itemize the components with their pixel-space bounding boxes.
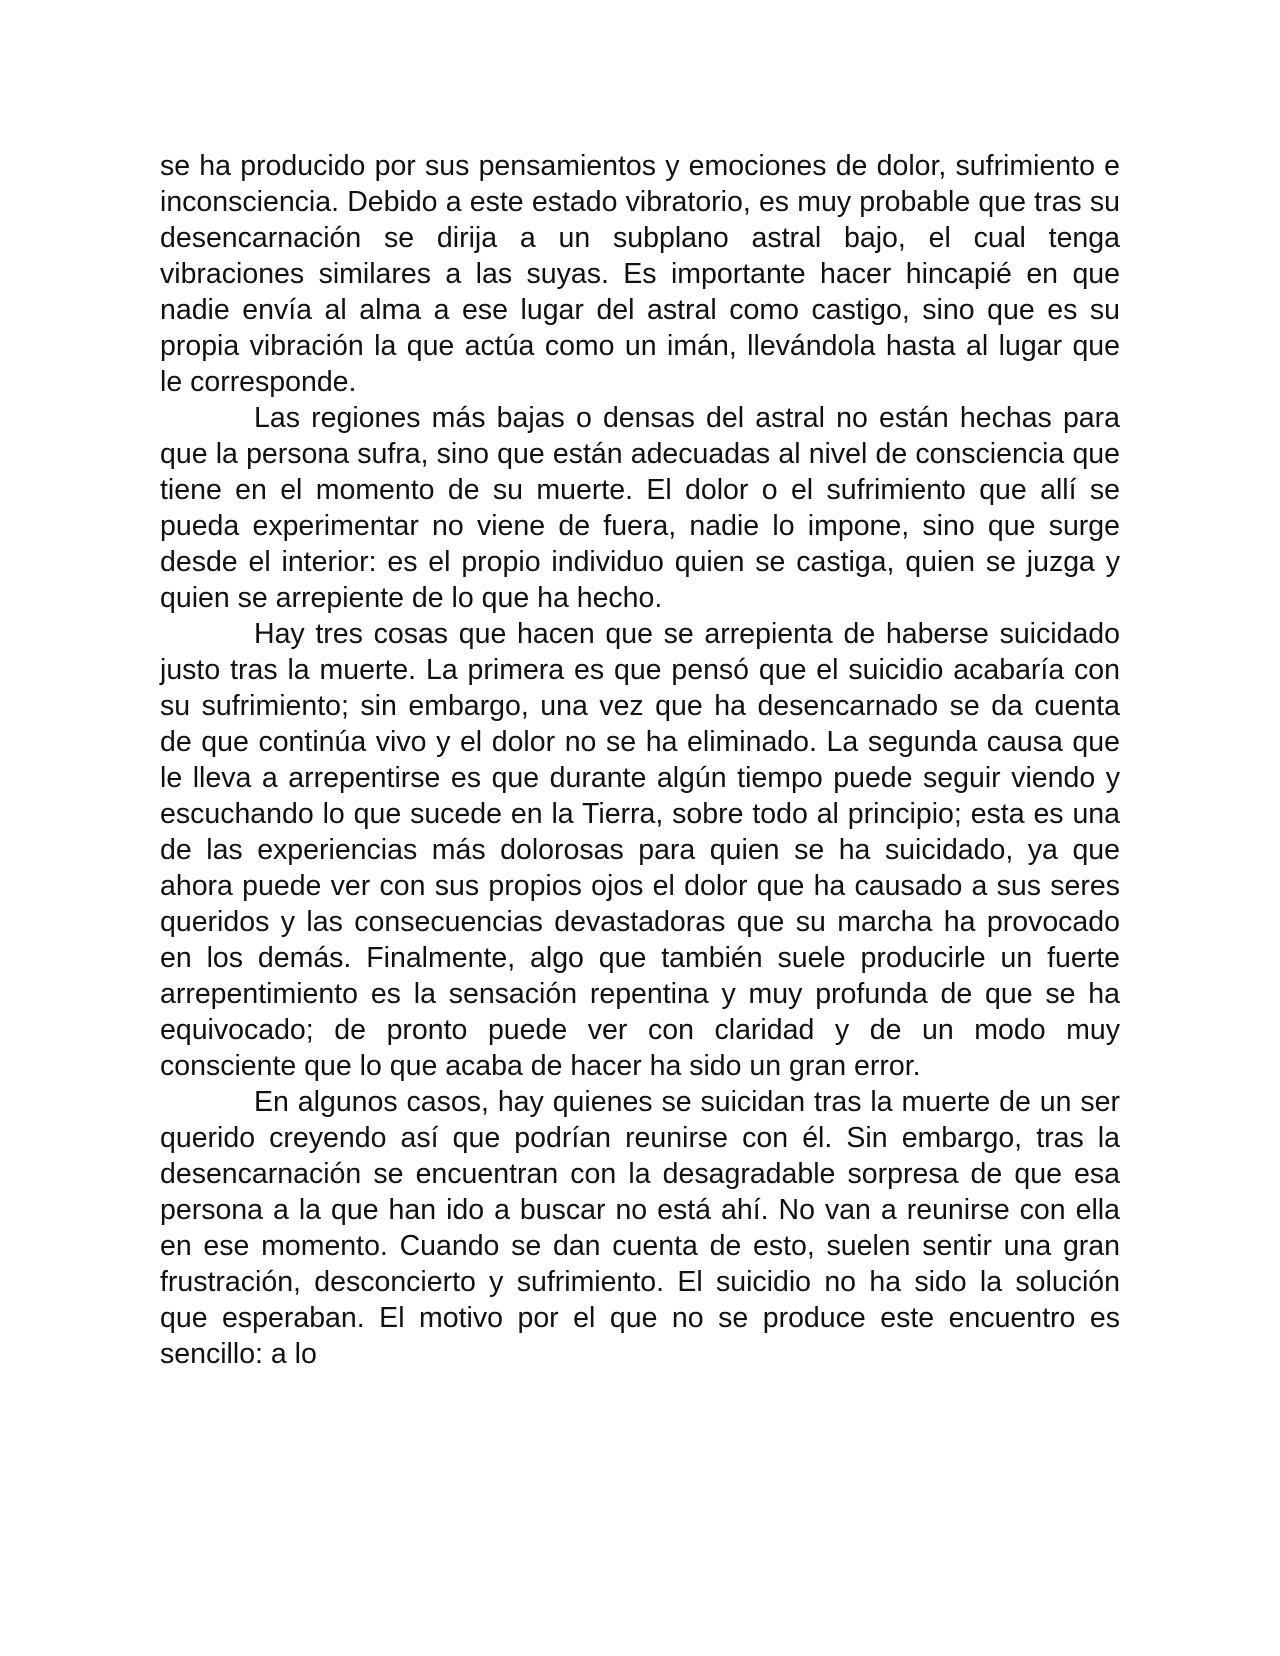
paragraph-4: En algunos casos, hay quienes se suicidan tras la muerte de un ser querido creyendo así que podrían reunirse con él. Sin embargo, tras la desencarnación se encuentran con la desagradable sorpresa de que esa persona a la que han ido a buscar no está ahí. No van a reunirse con ella en ese momento. Cuando se dan cuenta de esto, suelen sentir una gran frustración, desconcierto y sufrimiento. El suicidio no ha sido la solución que esperaban. El motivo por el que no se produce este encuentro es sencillo: a lo — [160, 1086, 1120, 1370]
body-text — [160, 148, 1120, 1372]
paragraph-3: Hay tres cosas que hacen que se arrepienta de haberse suicidado justo tras la muerte. La primera es que pensó que el suicidio acabaría con su sufrimiento; sin embargo, una vez que ha desencarnado se da cuenta de que continúa vivo y el dolor no se ha eliminado. La segunda causa que le lleva a arrepentirse es que durante algún tiempo puede seguir viendo y escuchando lo que sucede en la Tierra, sobre todo al principio; esta es una de las experiencias más dolorosas para quien se ha suicidado, ya que ahora puede ver con sus propios ojos el dolor que ha causado a sus seres queridos y las consecuencias devastadoras que su marcha ha provocado en los demás. Finalmente, algo que también suele producirle un fuerte arrepentimiento es la sensación repentina y muy profunda de que se ha equivocado; de pronto puede ver con claridad y de un modo muy consciente que lo que acaba de hacer ha sido un gran error. — [160, 618, 1120, 1082]
paragraph-1: se ha producido por sus pensamientos y emociones de dolor, sufrimiento e inconsciencia. Debido a este estado vibratorio, es muy probable que tras su desencarnación se dirija a un subplano astral bajo, el cual tenga vibraciones similares a las suyas. Es importante hacer hincapié en que nadie envía al alma a ese lugar del astral como castigo, sino que es su propia vibración la que actúa como un imán, llevándola hasta al lugar que le corresponde. — [160, 150, 1120, 398]
paragraph-2: Las regiones más bajas o densas del astral no están hechas para que la persona sufra, sino que están adecuadas al nivel de consciencia que tiene en el momento de su muerte. El dolor o el sufrimiento que allí se pueda experimentar no viene de fuera, nadie lo impone, sino que surge desde el interior: es el propio individuo quien se castiga, quien se juzga y quien se arrepiente de lo que ha hecho. — [160, 402, 1120, 614]
